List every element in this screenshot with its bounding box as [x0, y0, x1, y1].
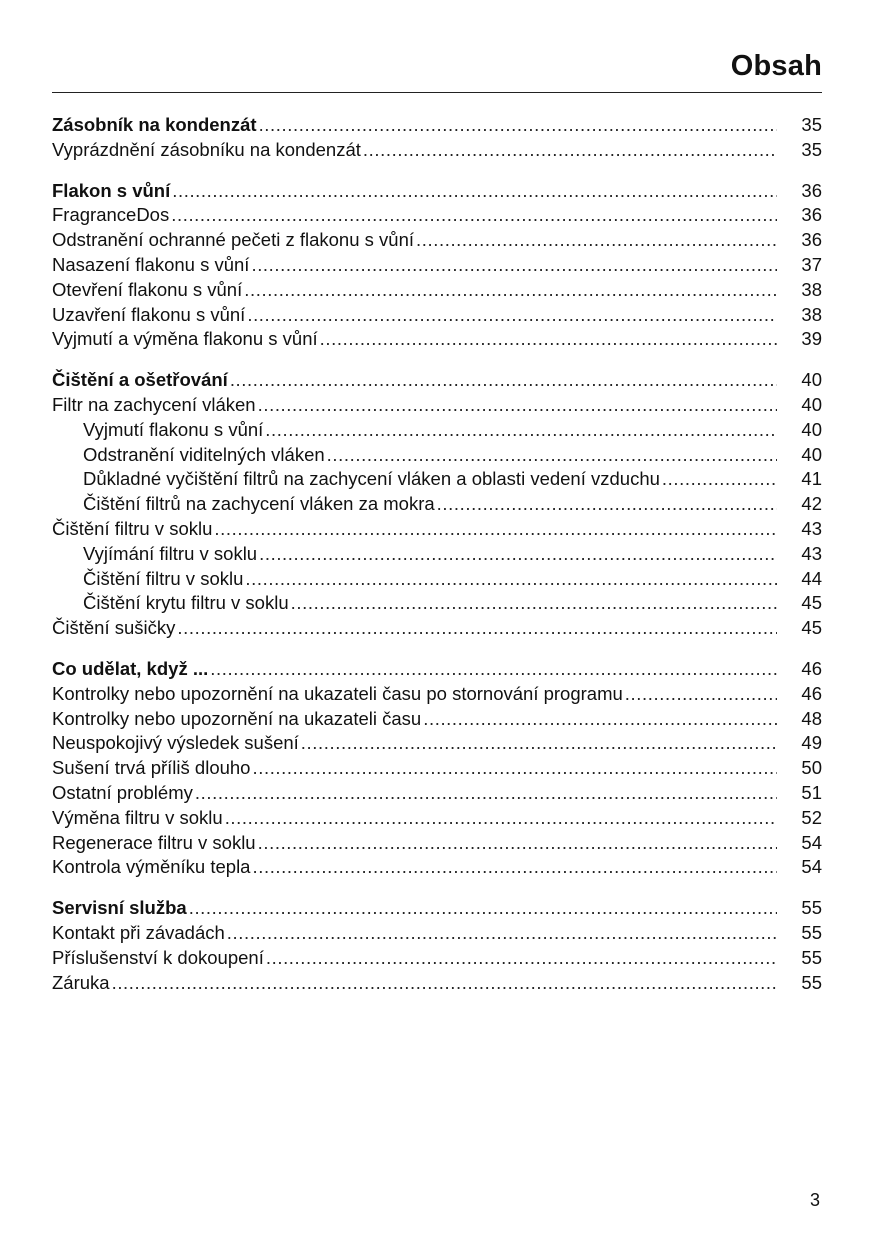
toc-entry-title: Ostatní problémy — [52, 781, 193, 803]
toc-entry[interactable] — [52, 393, 822, 418]
toc-entry-page: 38 — [801, 303, 822, 325]
dot-leader — [252, 855, 777, 880]
toc-entry[interactable] — [52, 707, 822, 732]
dot-leader — [625, 682, 777, 707]
dot-leader — [416, 228, 777, 253]
toc-entry-title: Otevření flakonu s vůní — [52, 278, 243, 300]
toc-entry-page: 51 — [801, 781, 822, 803]
toc-entry-title: Čištění a ošetřování — [52, 369, 228, 391]
toc-entry[interactable] — [52, 517, 822, 542]
toc-entry-title: Neuspokojivý výsledek sušení — [52, 732, 299, 754]
toc-entry[interactable] — [52, 228, 822, 253]
toc-entry-title: Filtr na zachycení vláken — [52, 393, 256, 415]
toc-entry-title: Čištění krytu filtru v soklu — [83, 592, 289, 614]
toc-entry[interactable] — [52, 492, 822, 517]
toc-entry-page: 43 — [801, 517, 822, 539]
toc-entry-title: Odstranění ochranné pečeti z flakonu s vůní — [52, 229, 414, 251]
toc-entry-page: 35 — [801, 138, 822, 160]
dot-leader — [245, 567, 777, 592]
toc-entry-page: 40 — [801, 443, 822, 465]
toc-section — [52, 896, 822, 995]
toc-entry[interactable] — [52, 806, 822, 831]
toc-entry-page: 43 — [801, 542, 822, 564]
toc-entry-title: Čištění filtru v soklu — [52, 517, 213, 539]
toc-entry-page: 55 — [801, 971, 822, 993]
toc-entry-page: 44 — [801, 567, 822, 589]
dot-leader — [112, 971, 777, 996]
table-of-contents — [52, 113, 822, 1011]
toc-entry-page: 38 — [801, 278, 822, 300]
toc-entry[interactable] — [52, 303, 822, 328]
dot-leader — [258, 831, 777, 856]
toc-entry-page: 48 — [801, 707, 822, 729]
toc-chapter-entry[interactable] — [52, 179, 822, 204]
toc-entry-page: 54 — [801, 856, 822, 878]
toc-entry-title: Servisní služba — [52, 897, 187, 919]
dot-leader — [210, 657, 777, 682]
page-title: Obsah — [730, 50, 822, 82]
toc-section — [52, 179, 822, 353]
dot-leader — [227, 921, 777, 946]
toc-entry-title: Čištění filtru v soklu — [83, 567, 244, 589]
toc-entry[interactable] — [52, 731, 822, 756]
toc-entry-page: 36 — [801, 229, 822, 251]
dot-leader — [171, 203, 777, 228]
dot-leader — [320, 327, 777, 352]
dot-leader — [363, 138, 777, 163]
toc-entry-title: Kontrolky nebo upozornění na ukazateli času po stornování programu — [52, 682, 623, 704]
toc-entry[interactable] — [52, 831, 822, 856]
toc-entry[interactable] — [52, 443, 822, 468]
toc-entry[interactable] — [52, 756, 822, 781]
toc-chapter-entry[interactable] — [52, 368, 822, 393]
toc-entry-page: 42 — [801, 493, 822, 515]
toc-entry[interactable] — [52, 921, 822, 946]
toc-entry-page: 40 — [801, 369, 822, 391]
toc-entry[interactable] — [52, 682, 822, 707]
toc-entry[interactable] — [52, 253, 822, 278]
dot-leader — [259, 113, 777, 138]
dot-leader — [225, 806, 777, 831]
toc-entry-page: 41 — [801, 468, 822, 490]
dot-leader — [195, 781, 777, 806]
toc-entry[interactable] — [52, 591, 822, 616]
toc-entry-page: 46 — [801, 682, 822, 704]
toc-entry-page: 55 — [801, 897, 822, 919]
dot-leader — [230, 368, 777, 393]
dot-leader — [291, 591, 777, 616]
toc-chapter-entry[interactable] — [52, 657, 822, 682]
toc-entry-title: Záruka — [52, 971, 110, 993]
toc-entry[interactable] — [52, 203, 822, 228]
toc-entry-page: 36 — [801, 179, 822, 201]
toc-entry-title: Odstranění viditelných vláken — [83, 443, 325, 465]
dot-leader — [437, 492, 777, 517]
toc-entry-page: 39 — [801, 328, 822, 350]
toc-entry-page: 45 — [801, 592, 822, 614]
toc-entry-title: FragranceDos — [52, 204, 170, 226]
dot-leader — [301, 731, 777, 756]
toc-entry-title: Vyprázdnění zásobníku na kondenzát — [52, 138, 361, 160]
dot-leader — [327, 443, 777, 468]
toc-entry-page: 52 — [801, 806, 822, 828]
toc-entry-title: Vyjmutí flakonu s vůní — [83, 418, 264, 440]
dot-leader — [265, 418, 777, 443]
toc-entry-page: 50 — [801, 757, 822, 779]
toc-entry-title: Kontakt při závadách — [52, 921, 225, 943]
toc-entry[interactable] — [52, 467, 822, 492]
toc-entry-page: 54 — [801, 831, 822, 853]
toc-entry-title: Uzavření flakonu s vůní — [52, 303, 246, 325]
toc-entry-page: 55 — [801, 921, 822, 943]
toc-entry-title: Výměna filtru v soklu — [52, 806, 223, 828]
dot-leader — [662, 467, 777, 492]
toc-entry-title: Vyjímání filtru v soklu — [83, 542, 258, 564]
toc-entry[interactable] — [52, 616, 822, 641]
toc-section — [52, 368, 822, 641]
toc-entry[interactable] — [52, 971, 822, 996]
toc-entry-title: Regenerace filtru v soklu — [52, 831, 256, 853]
title-divider — [52, 92, 822, 93]
toc-entry-page: 46 — [801, 657, 822, 679]
dot-leader — [172, 179, 777, 204]
dot-leader — [258, 393, 777, 418]
toc-entry[interactable] — [52, 327, 822, 352]
toc-chapter-entry[interactable] — [52, 113, 822, 138]
toc-entry-page: 55 — [801, 946, 822, 968]
toc-entry-title: Sušení trvá příliš dlouho — [52, 757, 251, 779]
toc-entry-title: Nasazení flakonu s vůní — [52, 253, 250, 275]
toc-entry-title: Čištění filtrů na zachycení vláken za mokra — [83, 493, 435, 515]
toc-entry-page: 36 — [801, 204, 822, 226]
dot-leader — [259, 542, 777, 567]
dot-leader — [266, 946, 777, 971]
toc-entry[interactable] — [52, 418, 822, 443]
dot-leader — [423, 707, 777, 732]
page-number: 3 — [809, 1190, 820, 1210]
toc-entry-page: 35 — [801, 114, 822, 135]
toc-entry[interactable] — [52, 542, 822, 567]
toc-entry-page: 40 — [801, 418, 822, 440]
toc-entry-title: Co udělat, když ... — [52, 657, 209, 679]
toc-entry-title: Vyjmutí a výměna flakonu s vůní — [52, 328, 318, 350]
dot-leader — [252, 756, 777, 781]
toc-entry-title: Příslušenství k dokoupení — [52, 946, 264, 968]
toc-entry-title: Kontrola výměníku tepla — [52, 856, 251, 878]
toc-entry-title: Zásobník na kondenzát — [52, 114, 257, 135]
toc-entry-page: 40 — [801, 393, 822, 415]
dot-leader — [189, 896, 777, 921]
toc-chapter-entry[interactable] — [52, 896, 822, 921]
dot-leader — [214, 517, 777, 542]
dot-leader — [177, 616, 777, 641]
toc-entry[interactable] — [52, 138, 822, 163]
toc-entry[interactable] — [52, 781, 822, 806]
toc-entry-title: Důkladné vyčištění filtrů na zachycení vláken a oblasti vedení vzduchu — [83, 468, 660, 490]
toc-entry[interactable] — [52, 278, 822, 303]
toc-entry-title: Flakon s vůní — [52, 179, 171, 201]
toc-entry[interactable] — [52, 946, 822, 971]
toc-entry-page: 37 — [801, 253, 822, 275]
toc-entry-title: Čištění sušičky — [52, 617, 176, 639]
toc-section — [52, 113, 822, 163]
toc-entry[interactable] — [52, 567, 822, 592]
toc-section — [52, 657, 822, 880]
dot-leader — [251, 253, 777, 278]
toc-entry-title: Kontrolky nebo upozornění na ukazateli času — [52, 707, 422, 729]
toc-entry[interactable] — [52, 855, 822, 880]
toc-entry-page: 49 — [801, 732, 822, 754]
dot-leader — [244, 278, 777, 303]
toc-entry-page: 45 — [801, 617, 822, 639]
dot-leader — [247, 303, 777, 328]
